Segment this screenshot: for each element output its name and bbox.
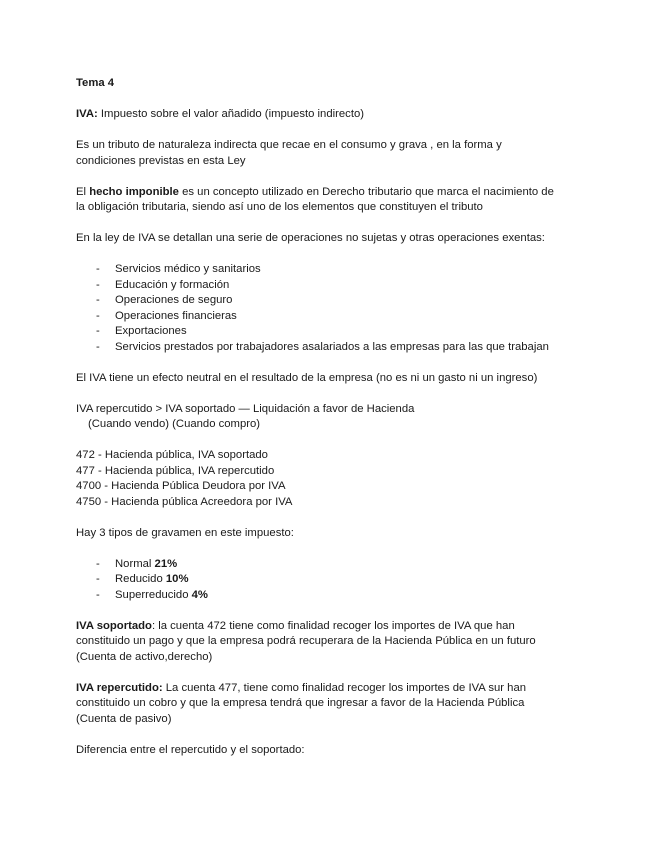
- diferencia-heading: Diferencia entre el repercutido y el soportado:: [76, 743, 305, 756]
- list-item: - Servicios médico y sanitarios: [76, 262, 576, 278]
- gravamen-intro: Hay 3 tipos de gravamen en este impuesto:: [76, 526, 294, 539]
- hecho-imponible-line-2: la obligación tributaria, siendo así uno de los elementos que constituyen el tributo: [76, 201, 483, 213]
- liquidacion-paragraph: [76, 402, 576, 433]
- hecho-imponible-term: hecho imponible: [89, 185, 179, 198]
- cuenta-item: 4750 - Hacienda pública Acreedora por IVA: [76, 495, 293, 508]
- iva-definition-text: Impuesto sobre el valor añadido (impuesto indirecto): [97, 108, 365, 120]
- cuenta-item: 4700 - Hacienda Pública Deudora por IVA: [76, 480, 286, 492]
- operaciones-list: [76, 262, 576, 355]
- cuentas-list: [76, 448, 576, 510]
- liquidacion-line-2: (Cuando vendo) (Cuando compro): [88, 418, 261, 430]
- list-item: - Servicios prestados por trabajadores asalariados a las empresas para las que trabajan: [76, 340, 576, 356]
- iva-term: IVA:: [76, 108, 98, 120]
- list-item: - Normal 21%: [76, 557, 576, 573]
- neutral-paragraph: El IVA tiene un efecto neutral en el resultado de la empresa (no es ni un gasto ni un ingreso): [76, 371, 538, 384]
- iva-soportado-paragraph: IVA soportado: la cuenta 472 tiene como finalidad recoger los importes de IVA que han constituido un pago y que la empresa podrá recuperara de la Hacienda Pública en un futuro (Cuenta de activo,derecho): [76, 619, 536, 663]
- list-item: - Operaciones financieras: [76, 309, 576, 325]
- gravamen-rate: 4%: [191, 588, 208, 601]
- gravamen-list: [76, 557, 576, 604]
- iva-repercutido-term: IVA repercutido:: [76, 681, 163, 694]
- list-item: - Educación y formación: [76, 278, 576, 294]
- iva-repercutido-paragraph: IVA repercutido: La cuenta 477, tiene como finalidad recoger los importes de IVA sur han constituido un cobro y que la empresa tendrá que ingresar a favor de la Hacienda Pública (Cuenta de pasivo): [76, 681, 527, 725]
- tributo-line-1: Es un tributo de naturaleza indirecta que recae en el consumo y grava , en la forma y: [76, 139, 502, 151]
- list-item: - Superreducido 4%: [76, 588, 576, 604]
- cuenta-item: 472 - Hacienda pública, IVA soportado: [76, 449, 268, 461]
- gravamen-rate: 10%: [165, 573, 189, 585]
- tributo-line-2: condiciones previstas en esta Ley: [76, 154, 246, 167]
- operaciones-intro: En la ley de IVA se detallan una serie de operaciones no sujetas y otras operaciones exentas:: [76, 232, 545, 244]
- document-title: Tema 4: [76, 77, 115, 89]
- tributo-paragraph: [76, 138, 576, 169]
- gravamen-rate: 21%: [154, 557, 178, 570]
- document-page: [76, 76, 576, 758]
- list-item: - Reducido 10%: [76, 572, 576, 588]
- liquidacion-line-1: IVA repercutido > IVA soportado — Liquidación a favor de Hacienda: [76, 402, 415, 415]
- cuenta-item: 477 - Hacienda pública, IVA repercutido: [76, 464, 275, 477]
- list-item: - Exportaciones: [76, 324, 576, 340]
- list-item: - Operaciones de seguro: [76, 293, 576, 309]
- hecho-imponible-paragraph: El hecho imponible es un concepto utilizado en Derecho tributario que marca el nacimiento de la obligación tributaria, siendo así uno de los elementos que constituyen el tributo: [76, 185, 554, 213]
- iva-soportado-term: IVA soportado: [76, 619, 152, 632]
- iva-definition: [76, 107, 576, 123]
